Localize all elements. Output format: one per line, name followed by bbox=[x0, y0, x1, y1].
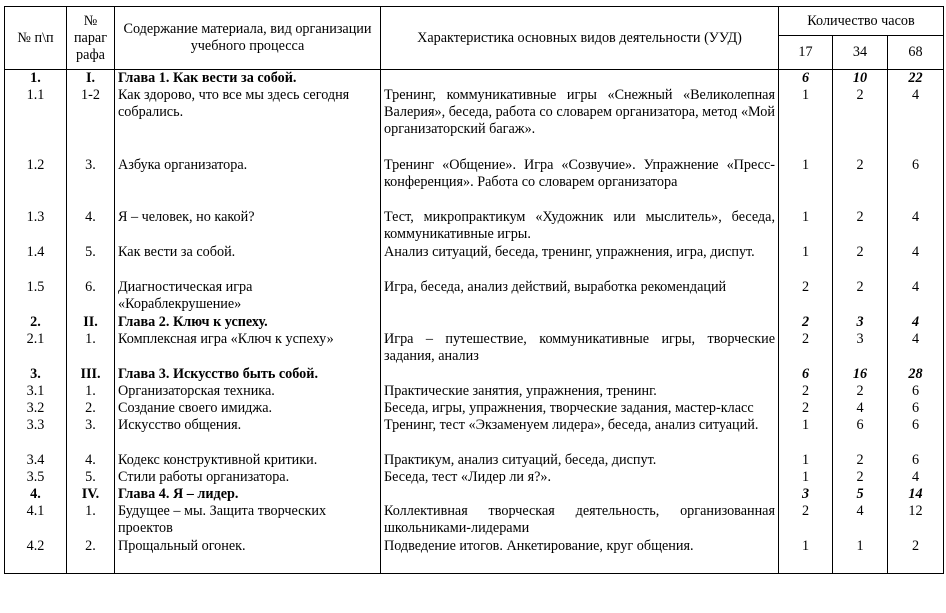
row-activity: Игра, беседа, анализ действий, выработка рекомендаций bbox=[381, 279, 779, 314]
row-hours-34: 1 bbox=[833, 538, 888, 573]
row-activity: Подведение итогов. Анкетирование, круг общения. bbox=[381, 538, 779, 573]
row-hours-68: 4 bbox=[888, 244, 944, 279]
row-paragraph: 3. bbox=[67, 157, 115, 209]
row-paragraph: I. bbox=[67, 70, 115, 88]
chapter-row bbox=[5, 314, 944, 331]
row-activity: Тренинг «Общение». Игра «Созвучие». Упражнение «Пресс-конференция». Работа со словарем организатора bbox=[381, 157, 779, 209]
row-hours-34: 2 bbox=[833, 279, 888, 314]
row-content: Как здорово, что все мы здесь сегодня собрались. bbox=[115, 87, 381, 157]
table-row bbox=[5, 157, 944, 209]
row-paragraph: 4. bbox=[67, 209, 115, 244]
row-hours-34: 2 bbox=[833, 469, 888, 486]
table-row bbox=[5, 383, 944, 400]
row-hours-34: 2 bbox=[833, 209, 888, 244]
row-paragraph: 3. bbox=[67, 417, 115, 452]
row-number: 1.2 bbox=[5, 157, 67, 209]
row-number: 2.1 bbox=[5, 331, 67, 366]
row-hours-34: 4 bbox=[833, 503, 888, 538]
row-number: 1. bbox=[5, 70, 67, 88]
header-num: № п\п bbox=[5, 7, 67, 70]
row-number: 4.1 bbox=[5, 503, 67, 538]
row-paragraph: 1. bbox=[67, 503, 115, 538]
row-hours-68: 6 bbox=[888, 157, 944, 209]
row-paragraph: 2. bbox=[67, 538, 115, 573]
row-activity bbox=[381, 366, 779, 383]
row-number: 3. bbox=[5, 366, 67, 383]
row-paragraph: 5. bbox=[67, 469, 115, 486]
row-paragraph: II. bbox=[67, 314, 115, 331]
row-activity bbox=[381, 314, 779, 331]
table-row bbox=[5, 244, 944, 279]
row-hours-68: 6 bbox=[888, 452, 944, 469]
row-number: 4. bbox=[5, 486, 67, 503]
row-content: Комплексная игра «Ключ к успеху» bbox=[115, 331, 381, 366]
chapter-row bbox=[5, 366, 944, 383]
row-content: Глава 4. Я – лидер. bbox=[115, 486, 381, 503]
row-paragraph: 2. bbox=[67, 400, 115, 417]
row-hours-68: 2 bbox=[888, 538, 944, 573]
row-number: 1.4 bbox=[5, 244, 67, 279]
row-hours-68: 28 bbox=[888, 366, 944, 383]
row-activity: Тренинг, тест «Экзаменуем лидера», беседа, анализ ситуаций. bbox=[381, 417, 779, 452]
row-activity: Тест, микропрактикум «Художник или мыслитель», беседа, коммуникативные игры. bbox=[381, 209, 779, 244]
row-number: 1.3 bbox=[5, 209, 67, 244]
row-content: Глава 1. Как вести за собой. bbox=[115, 70, 381, 88]
row-hours-34: 3 bbox=[833, 331, 888, 366]
row-hours-17: 6 bbox=[779, 366, 833, 383]
header-hours-68: 68 bbox=[888, 36, 944, 70]
row-content: Искусство общения. bbox=[115, 417, 381, 452]
row-hours-17: 6 bbox=[779, 70, 833, 88]
curriculum-table bbox=[4, 6, 944, 574]
table-row bbox=[5, 331, 944, 366]
row-number: 1.1 bbox=[5, 87, 67, 157]
row-hours-17: 1 bbox=[779, 452, 833, 469]
row-number: 2. bbox=[5, 314, 67, 331]
row-hours-68: 6 bbox=[888, 383, 944, 400]
row-hours-34: 6 bbox=[833, 417, 888, 452]
header-hours-34: 34 bbox=[833, 36, 888, 70]
row-paragraph: III. bbox=[67, 366, 115, 383]
header-hours-17: 17 bbox=[779, 36, 833, 70]
table-row bbox=[5, 400, 944, 417]
row-content: Кодекс конструктивной критики. bbox=[115, 452, 381, 469]
row-hours-17: 1 bbox=[779, 469, 833, 486]
row-activity: Игра – путешествие, коммуникативные игры, творческие задания, анализ bbox=[381, 331, 779, 366]
header-activity: Характеристика основных видов деятельности (УУД) bbox=[381, 7, 779, 70]
row-content: Будущее – мы. Защита творческих проектов bbox=[115, 503, 381, 538]
row-paragraph: 4. bbox=[67, 452, 115, 469]
row-hours-68: 4 bbox=[888, 314, 944, 331]
row-activity: Коллективная творческая деятельность, организованная школьниками-лидерами bbox=[381, 503, 779, 538]
row-hours-17: 2 bbox=[779, 314, 833, 331]
row-number: 3.1 bbox=[5, 383, 67, 400]
row-activity: Беседа, тест «Лидер ли я?». bbox=[381, 469, 779, 486]
row-hours-68: 4 bbox=[888, 279, 944, 314]
row-hours-34: 2 bbox=[833, 244, 888, 279]
row-activity: Практикум, анализ ситуаций, беседа, диспут. bbox=[381, 452, 779, 469]
row-hours-17: 1 bbox=[779, 538, 833, 573]
row-hours-17: 1 bbox=[779, 87, 833, 157]
row-hours-34: 2 bbox=[833, 383, 888, 400]
row-hours-68: 4 bbox=[888, 87, 944, 157]
row-paragraph: 1-2 bbox=[67, 87, 115, 157]
row-hours-68: 4 bbox=[888, 331, 944, 366]
row-activity: Тренинг, коммуникативные игры «Снежный «Великолепная Валерия», беседа, работа со словарем организатора, метод «Мой организаторский багаж». bbox=[381, 87, 779, 157]
row-content: Я – человек, но какой? bbox=[115, 209, 381, 244]
table-body bbox=[5, 70, 944, 574]
row-hours-34: 2 bbox=[833, 452, 888, 469]
row-hours-17: 2 bbox=[779, 503, 833, 538]
row-hours-68: 22 bbox=[888, 70, 944, 88]
table-row bbox=[5, 469, 944, 486]
row-hours-17: 1 bbox=[779, 244, 833, 279]
row-hours-68: 4 bbox=[888, 209, 944, 244]
row-hours-17: 1 bbox=[779, 417, 833, 452]
header-paragraph: № параг рафа bbox=[67, 7, 115, 70]
row-paragraph: IV. bbox=[67, 486, 115, 503]
header-hours: Количество часов bbox=[779, 7, 944, 36]
row-hours-17: 1 bbox=[779, 157, 833, 209]
row-content: Как вести за собой. bbox=[115, 244, 381, 279]
row-hours-17: 2 bbox=[779, 383, 833, 400]
table-row bbox=[5, 417, 944, 452]
row-hours-17: 3 bbox=[779, 486, 833, 503]
row-content: Стили работы организатора. bbox=[115, 469, 381, 486]
row-content: Прощальный огонек. bbox=[115, 538, 381, 573]
row-number: 1.5 bbox=[5, 279, 67, 314]
row-hours-68: 12 bbox=[888, 503, 944, 538]
row-number: 4.2 bbox=[5, 538, 67, 573]
row-hours-17: 2 bbox=[779, 400, 833, 417]
row-hours-68: 14 bbox=[888, 486, 944, 503]
row-content: Глава 2. Ключ к успеху. bbox=[115, 314, 381, 331]
table-row bbox=[5, 87, 944, 157]
row-number: 3.4 bbox=[5, 452, 67, 469]
row-hours-17: 1 bbox=[779, 209, 833, 244]
row-content: Создание своего имиджа. bbox=[115, 400, 381, 417]
row-paragraph: 1. bbox=[67, 331, 115, 366]
row-hours-34: 4 bbox=[833, 400, 888, 417]
row-hours-34: 10 bbox=[833, 70, 888, 88]
row-number: 3.5 bbox=[5, 469, 67, 486]
chapter-row bbox=[5, 486, 944, 503]
row-paragraph: 1. bbox=[67, 383, 115, 400]
row-content: Организаторская техника. bbox=[115, 383, 381, 400]
row-content: Азбука организатора. bbox=[115, 157, 381, 209]
row-hours-68: 6 bbox=[888, 400, 944, 417]
row-paragraph: 5. bbox=[67, 244, 115, 279]
row-hours-17: 2 bbox=[779, 331, 833, 366]
row-hours-34: 5 bbox=[833, 486, 888, 503]
table-row bbox=[5, 503, 944, 538]
row-paragraph: 6. bbox=[67, 279, 115, 314]
row-activity: Практические занятия, упражнения, тренинг. bbox=[381, 383, 779, 400]
row-content: Диагностическая игра «Кораблекрушение» bbox=[115, 279, 381, 314]
row-activity: Анализ ситуаций, беседа, тренинг, упражнения, игра, диспут. bbox=[381, 244, 779, 279]
row-hours-34: 2 bbox=[833, 157, 888, 209]
row-activity bbox=[381, 70, 779, 88]
table-row bbox=[5, 279, 944, 314]
table-row bbox=[5, 452, 944, 469]
row-hours-17: 2 bbox=[779, 279, 833, 314]
table-row bbox=[5, 538, 944, 573]
header-content: Содержание материала, вид организации учебного процесса bbox=[115, 7, 381, 70]
row-hours-68: 6 bbox=[888, 417, 944, 452]
row-hours-34: 2 bbox=[833, 87, 888, 157]
chapter-row bbox=[5, 70, 944, 88]
table-row bbox=[5, 209, 944, 244]
row-activity bbox=[381, 486, 779, 503]
row-hours-34: 16 bbox=[833, 366, 888, 383]
row-content: Глава 3. Искусство быть собой. bbox=[115, 366, 381, 383]
row-hours-34: 3 bbox=[833, 314, 888, 331]
row-number: 3.3 bbox=[5, 417, 67, 452]
row-number: 3.2 bbox=[5, 400, 67, 417]
row-hours-68: 4 bbox=[888, 469, 944, 486]
row-activity: Беседа, игры, упражнения, творческие задания, мастер-класс bbox=[381, 400, 779, 417]
